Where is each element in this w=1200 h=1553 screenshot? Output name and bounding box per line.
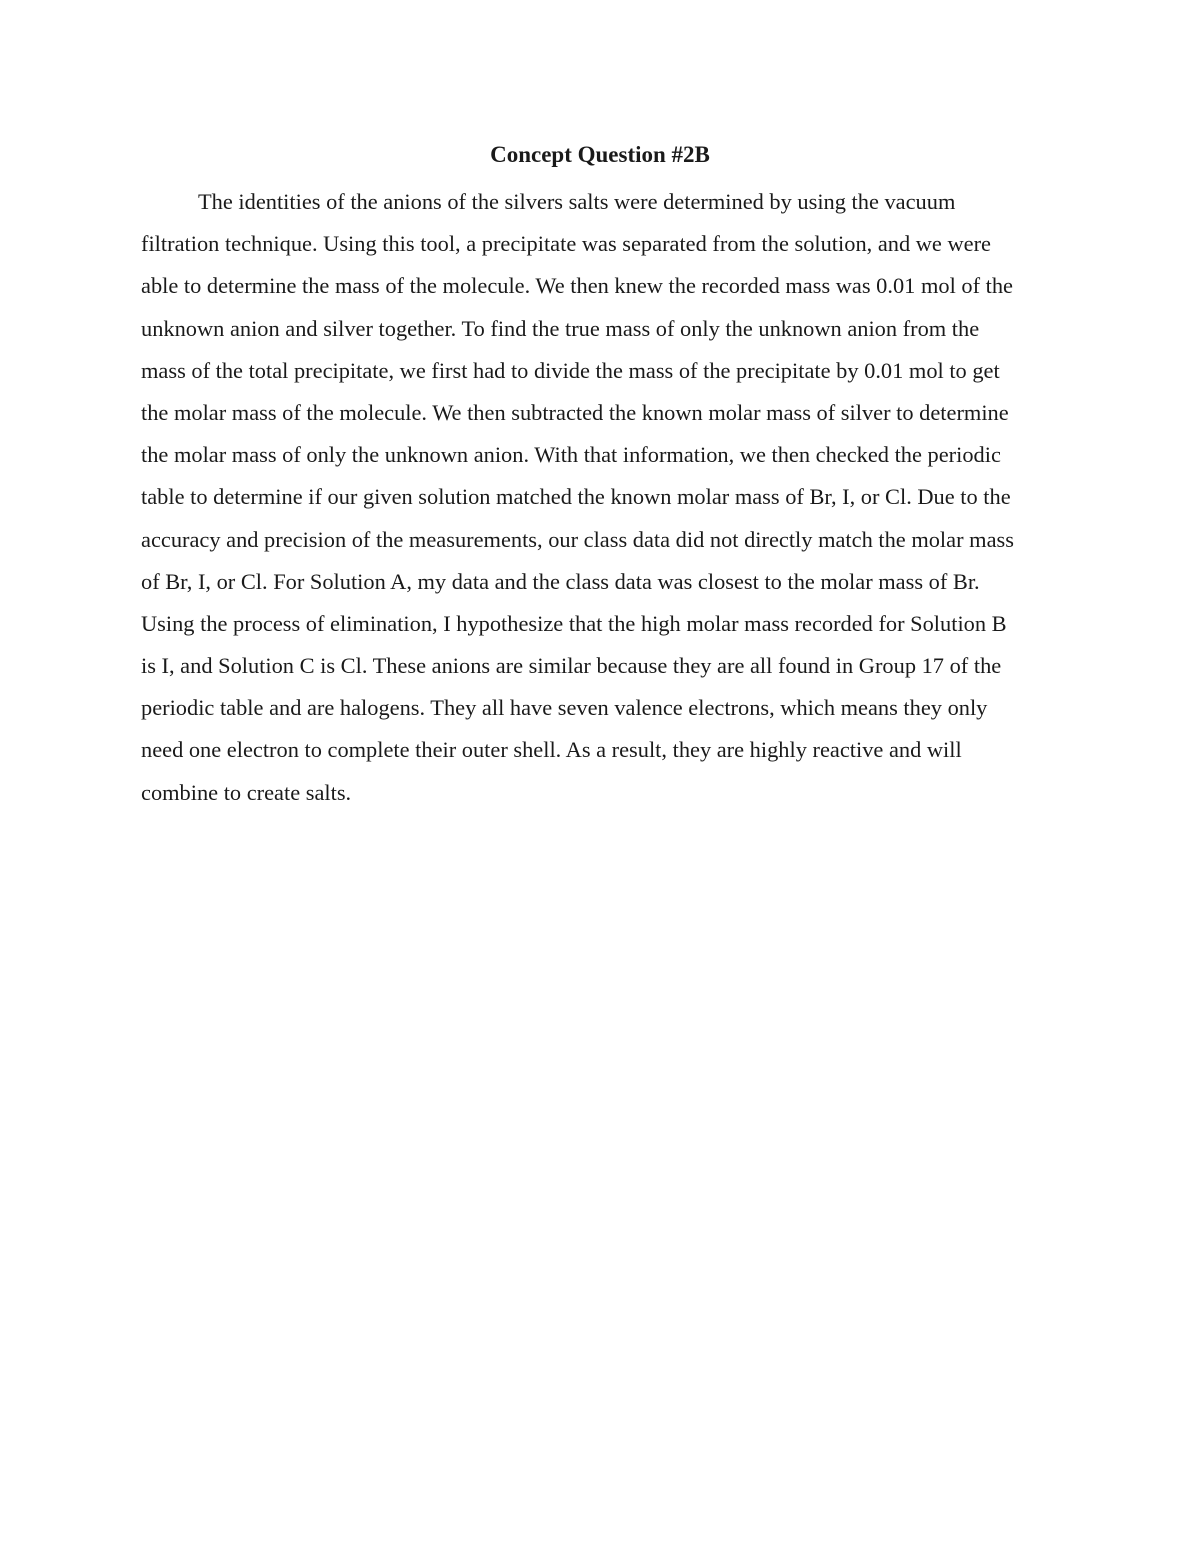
paragraph-line: mass of the total precipitate, we first had to divide the mass of the precipitate by 0.01 mol to get (141, 357, 1000, 383)
paragraph-line: is I, and Solution C is Cl. These anions are similar because they are all found in Group 17 of the (141, 653, 1002, 679)
paragraph-line: able to determine the mass of the molecule. We then knew the recorded mass was 0.01 mol of the (141, 273, 1013, 299)
body-paragraph (141, 181, 1061, 814)
paragraph-line: combine to create salts. (141, 779, 352, 805)
paragraph-line: filtration technique. Using this tool, a precipitate was separated from the solution, and we were (141, 231, 991, 257)
paragraph-line: Using the process of elimination, I hypothesize that the high molar mass recorded for Solution B (141, 610, 1007, 636)
paragraph-line: need one electron to complete their outer shell. As a result, they are highly reactive and will (141, 737, 962, 763)
paragraph-line: The identities of the anions of the silvers salts were determined by using the vacuum (198, 189, 956, 214)
paragraph-line: periodic table and are halogens. They all have seven valence electrons, which means they only (141, 695, 988, 721)
paragraph-line: the molar mass of the molecule. We then subtracted the known molar mass of silver to determine (141, 399, 1009, 425)
page-title: Concept Question #2B (490, 142, 710, 167)
paragraph-line: accuracy and precision of the measurements, our class data did not directly match the molar mass (141, 526, 1014, 552)
paragraph-line: of Br, I, or Cl. For Solution A, my data and the class data was closest to the molar mass of Br. (141, 568, 980, 594)
paragraph-line: table to determine if our given solution matched the known molar mass of Br, I, or Cl. Due to the (141, 484, 1011, 510)
paragraph-line: the molar mass of only the unknown anion. With that information, we then checked the periodic (141, 442, 1001, 468)
paragraph-line: unknown anion and silver together. To find the true mass of only the unknown anion from the (141, 315, 980, 341)
